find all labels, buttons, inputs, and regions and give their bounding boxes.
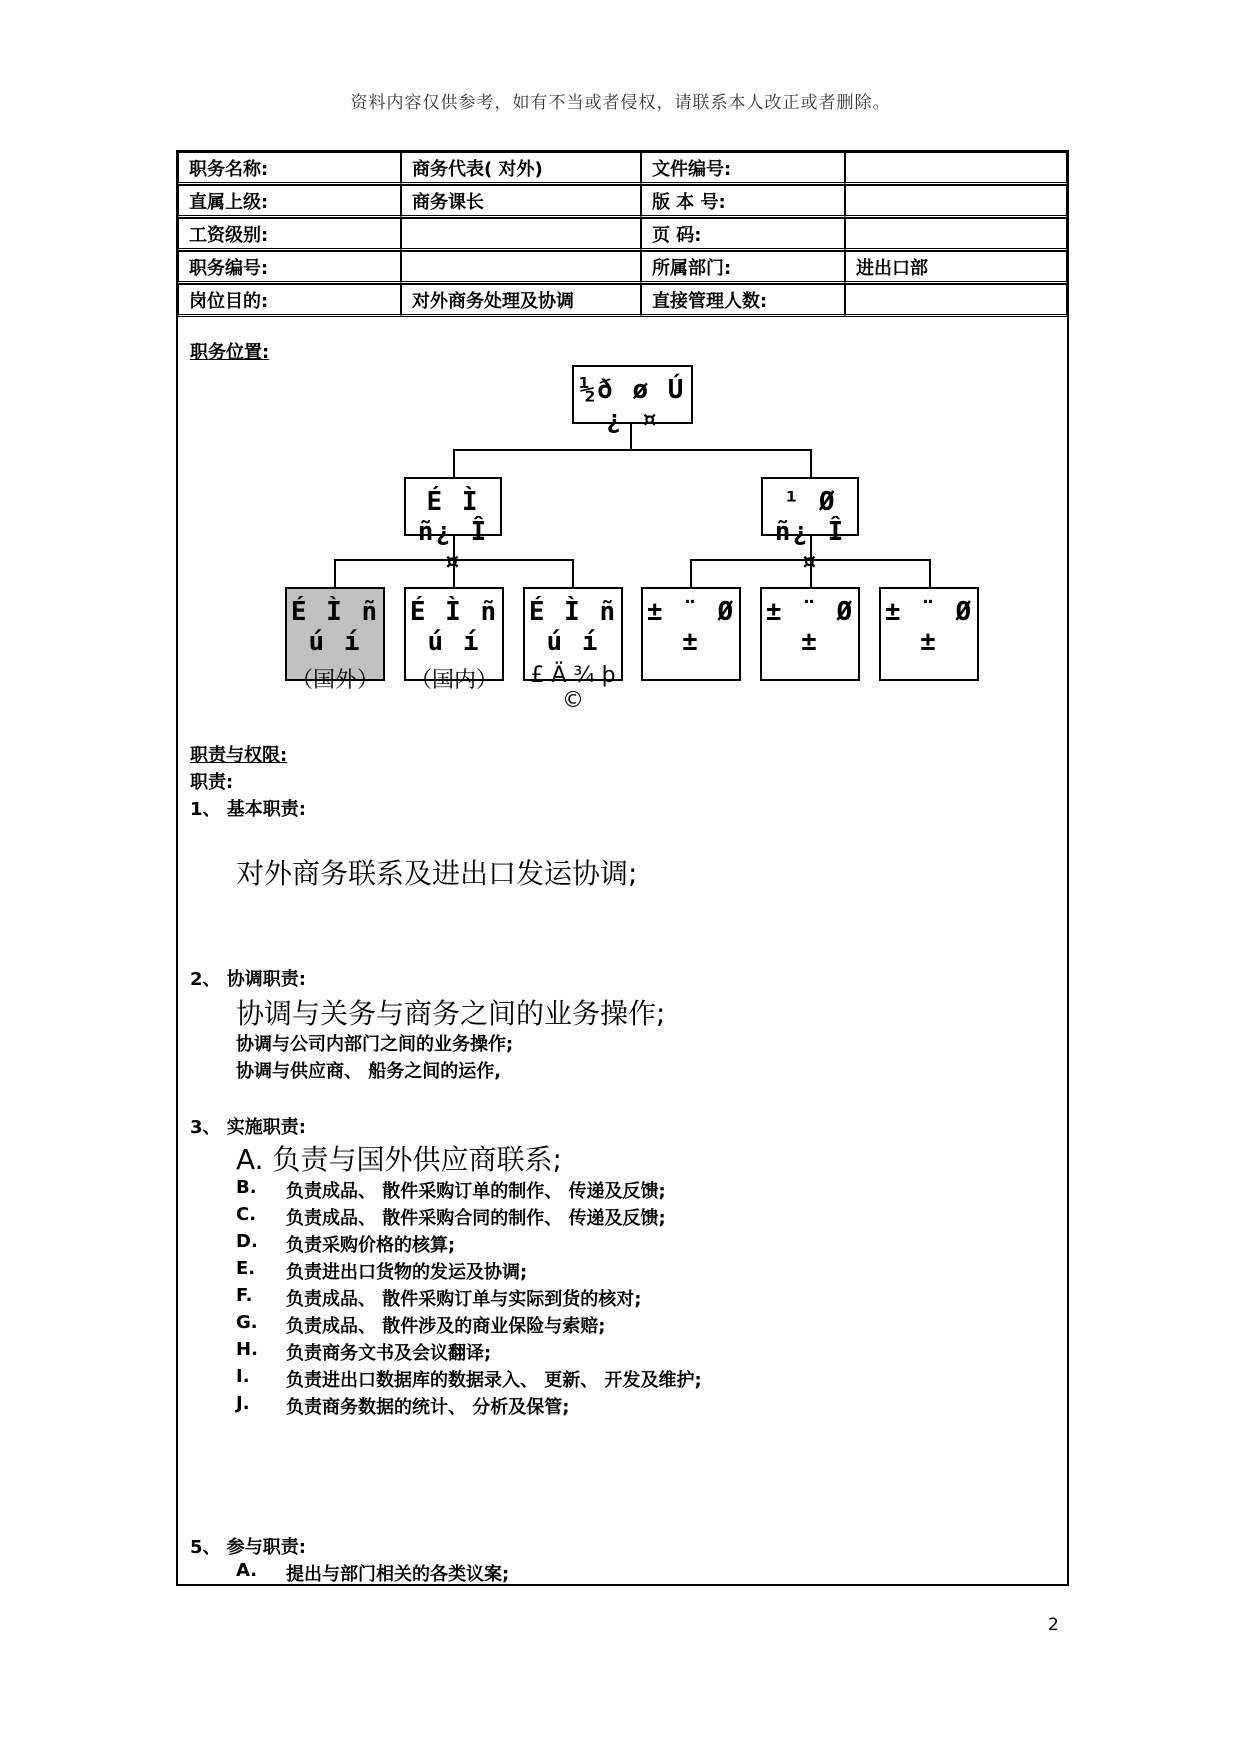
section-3-big: A. 负责与国外供应商联系; [236, 1143, 562, 1176]
table-cell [401, 218, 641, 251]
table-cell: 直接管理人数: [641, 284, 845, 317]
list-item: A. 提出与部门相关的各类议案; [236, 1560, 510, 1585]
org-bottom-box: É Ì ñ ú í £ Ä ¾ þ © [523, 587, 623, 681]
section-2-item: 协调与公司内部门之间的业务操作; [236, 1034, 514, 1055]
duties-sub: 职责: [190, 772, 234, 793]
list-item: C. 负责成品、 散件采购合同的制作、 传递及反馈; [236, 1204, 666, 1229]
table-cell: 进出口部 [845, 251, 1067, 284]
section-1-big: 对外商务联系及进出口发运协调; [236, 857, 638, 890]
table-cell: 商务课长 [401, 185, 641, 218]
section-1-title: 1、 基本职责: [190, 799, 306, 820]
table-cell [845, 185, 1067, 218]
list-item: D. 负责采购价格的核算; [236, 1231, 456, 1256]
list-item: F. 负责成品、 散件采购订单与实际到货的核对; [236, 1285, 642, 1310]
section-3-title: 3、 实施职责: [190, 1117, 306, 1138]
org-bottom-box: ± ¨ Ø ± [641, 587, 741, 681]
org-bottom-box: É Ì ñ ú í （国内） [404, 587, 504, 681]
section-3-list [236, 1177, 702, 1420]
table-cell [845, 284, 1067, 317]
list-item: I. 负责进出口数据库的数据录入、 更新、 开发及维护; [236, 1366, 702, 1391]
table-cell: 工资级别: [178, 218, 401, 251]
table-cell: 对外商务处理及协调 [401, 284, 641, 317]
table-row [178, 251, 1067, 284]
table-cell: 职务名称: [178, 152, 401, 185]
table-cell: 版 本 号: [641, 185, 845, 218]
section-5-list [236, 1560, 509, 1587]
section-2-item: 协调与供应商、 船务之间的运作, [236, 1061, 502, 1082]
org-bottom-box: ± ¨ Ø ± [760, 587, 860, 681]
table-cell: 职务编号: [178, 251, 401, 284]
table-cell [401, 251, 641, 284]
table-cell: 文件编号: [641, 152, 845, 185]
table-row [178, 218, 1067, 251]
table-cell: 商务代表( 对外) [401, 152, 641, 185]
table-row [178, 284, 1067, 317]
org-bottom-box: ± ¨ Ø ± [879, 587, 979, 681]
table-cell: 所属部门: [641, 251, 845, 284]
list-item: J. 负责商务数据的统计、 分析及保管; [236, 1393, 570, 1418]
org-mid-box-left: É Ì ñ¿ Î ¤ [404, 477, 502, 536]
list-item: H. 负责商务文书及会议翻译; [236, 1339, 492, 1364]
position-label: 职务位置: [190, 342, 270, 363]
list-item: E. 负责进出口货物的发运及协调; [236, 1258, 528, 1283]
job-info-table [178, 152, 1067, 317]
table-row [178, 185, 1067, 218]
section-2-title: 2、 协调职责: [190, 969, 306, 990]
header-note: 资料内容仅供参考，如有不当或者侵权，请联系本人改正或者删除。 [350, 93, 891, 113]
table-cell: 页 码: [641, 218, 845, 251]
list-item: G. 负责成品、 散件涉及的商业保险与索赔; [236, 1312, 606, 1337]
section-2-big: 协调与关务与商务之间的业务操作; [236, 997, 666, 1030]
duties-title: 职责与权限: [190, 745, 288, 766]
table-cell [845, 152, 1067, 185]
section-5-title: 5、 参与职责: [190, 1537, 306, 1558]
page-number: 2 [1048, 1615, 1059, 1635]
table-cell [845, 218, 1067, 251]
table-row [178, 152, 1067, 185]
list-item: B. 负责成品、 散件采购订单的制作、 传递及反馈; [236, 1177, 666, 1202]
org-bottom-box: É Ì ñ ú í （国外） [285, 587, 385, 681]
table-cell: 直属上级: [178, 185, 401, 218]
org-top-box: ½ð ø Ú ¿ ¤ [572, 365, 693, 424]
org-mid-box-right: ¹ Ø ñ¿ Î ¤ [761, 477, 859, 536]
table-cell: 岗位目的: [178, 284, 401, 317]
